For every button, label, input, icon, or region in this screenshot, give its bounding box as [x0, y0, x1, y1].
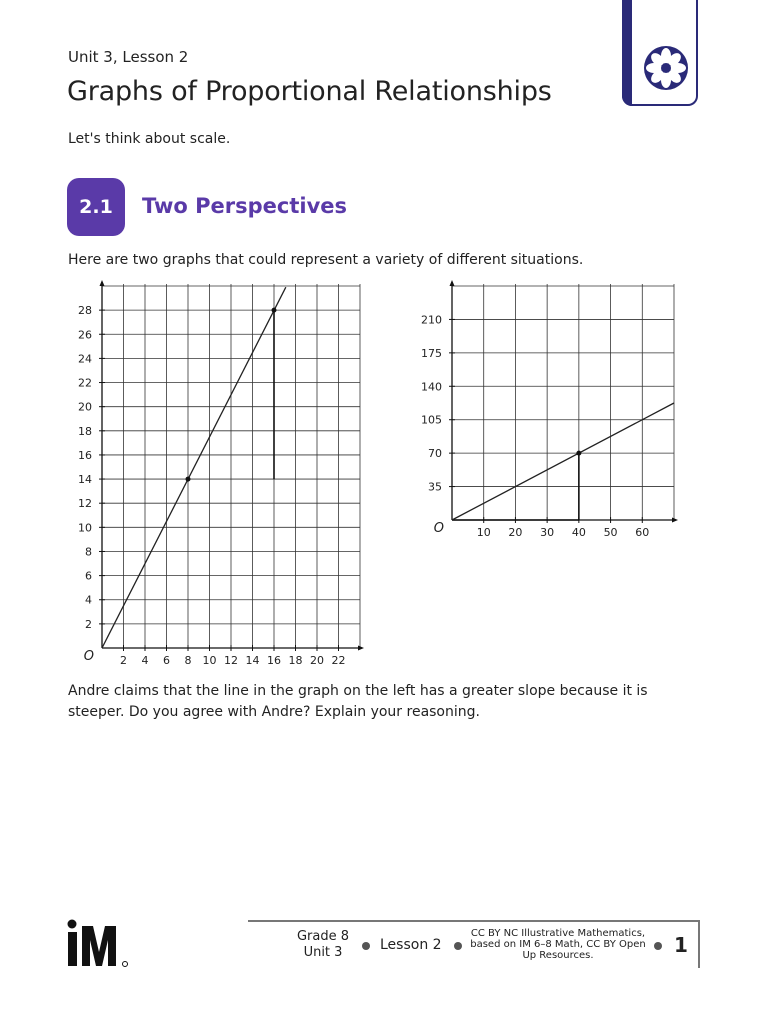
im-logo-icon — [67, 918, 131, 970]
y-tick-label: 35 — [428, 480, 442, 494]
footer-grade: Grade 8 — [296, 929, 350, 944]
series-line — [452, 403, 674, 520]
page-number: 1 — [674, 933, 688, 957]
x-tick-label: 4 — [141, 654, 149, 667]
y-tick-label: 8 — [85, 545, 92, 559]
y-axis-arrow — [100, 280, 105, 286]
lesson-subtitle: Let's think about scale. — [68, 131, 231, 147]
origin-label: O — [83, 649, 94, 664]
y-tick-label: 22 — [78, 376, 92, 390]
x-tick-label: 8 — [184, 654, 192, 667]
y-tick-label: 210 — [421, 313, 442, 327]
y-tick-label: 26 — [78, 328, 92, 342]
y-tick-label: 18 — [78, 424, 92, 438]
footer-dot — [654, 942, 662, 950]
flower-logo-icon — [642, 44, 690, 92]
x-tick-label: 14 — [245, 654, 260, 667]
right-graph — [410, 280, 690, 550]
x-tick-label: 20 — [310, 654, 324, 667]
x-tick-label: 40 — [571, 526, 586, 539]
y-tick-label: 10 — [78, 521, 92, 535]
data-point — [186, 477, 191, 482]
footer-license: CC BY NC Illustrative Mathematics, based on IM 6–8 Math, CC BY Open Up Resources. — [470, 928, 646, 961]
y-tick-label: 16 — [78, 448, 92, 462]
y-tick-label: 4 — [85, 593, 92, 607]
x-tick-label: 50 — [603, 526, 618, 539]
x-tick-label: 22 — [331, 654, 346, 667]
y-tick-label: 140 — [421, 380, 442, 394]
y-tick-label: 20 — [78, 400, 92, 414]
y-tick-label: 28 — [78, 304, 92, 318]
section-intro: Here are two graphs that could represent a variety of different situations. — [68, 252, 584, 268]
footer-grade-unit — [278, 929, 368, 961]
footer-rule — [248, 920, 700, 922]
x-tick-label: 6 — [163, 654, 170, 667]
left-graph — [60, 280, 380, 672]
question-text: Andre claims that the line in the graph on the left has a greater slope because it is steeper. Do you agree with Andre? Explain your reasoning. — [68, 683, 648, 720]
x-tick-label: 30 — [540, 526, 555, 539]
page-title: Graphs of Proportional Relationships — [67, 76, 552, 107]
y-axis-arrow — [450, 280, 455, 286]
data-point — [272, 308, 277, 313]
series-line — [102, 287, 286, 648]
y-tick-label: 24 — [78, 352, 92, 366]
x-tick-label: 2 — [120, 654, 127, 667]
x-axis-arrow — [672, 518, 678, 523]
footer-unit: Unit 3 — [303, 945, 343, 960]
x-tick-label: 20 — [508, 526, 523, 539]
y-tick-label: 175 — [421, 346, 442, 360]
bookmark-stripe — [622, 0, 632, 106]
section-title: Two Perspectives — [142, 194, 348, 218]
x-axis-arrow — [358, 646, 364, 651]
x-tick-label: 16 — [267, 654, 281, 667]
footer-dot — [454, 942, 462, 950]
y-tick-label: 12 — [78, 497, 92, 511]
y-tick-label: 105 — [421, 413, 442, 427]
section-number-badge: 2.1 — [67, 178, 125, 236]
bookmark-tab — [622, 0, 698, 106]
x-tick-label: 10 — [202, 654, 217, 667]
origin-label: O — [433, 521, 444, 536]
x-tick-label: 18 — [288, 654, 303, 667]
x-tick-label: 10 — [476, 526, 491, 539]
unit-lesson-label: Unit 3, Lesson 2 — [68, 48, 189, 66]
footer-bar — [248, 920, 700, 968]
y-tick-label: 6 — [85, 569, 92, 583]
x-tick-label: 60 — [635, 526, 650, 539]
x-tick-label: 12 — [224, 654, 238, 667]
data-point — [576, 451, 581, 456]
footer-lesson: Lesson 2 — [380, 937, 442, 953]
y-tick-label: 70 — [428, 447, 442, 461]
y-tick-label: 2 — [85, 617, 92, 631]
footer-dot — [362, 942, 370, 950]
y-tick-label: 14 — [78, 473, 92, 487]
footer-rule-right — [698, 920, 700, 968]
